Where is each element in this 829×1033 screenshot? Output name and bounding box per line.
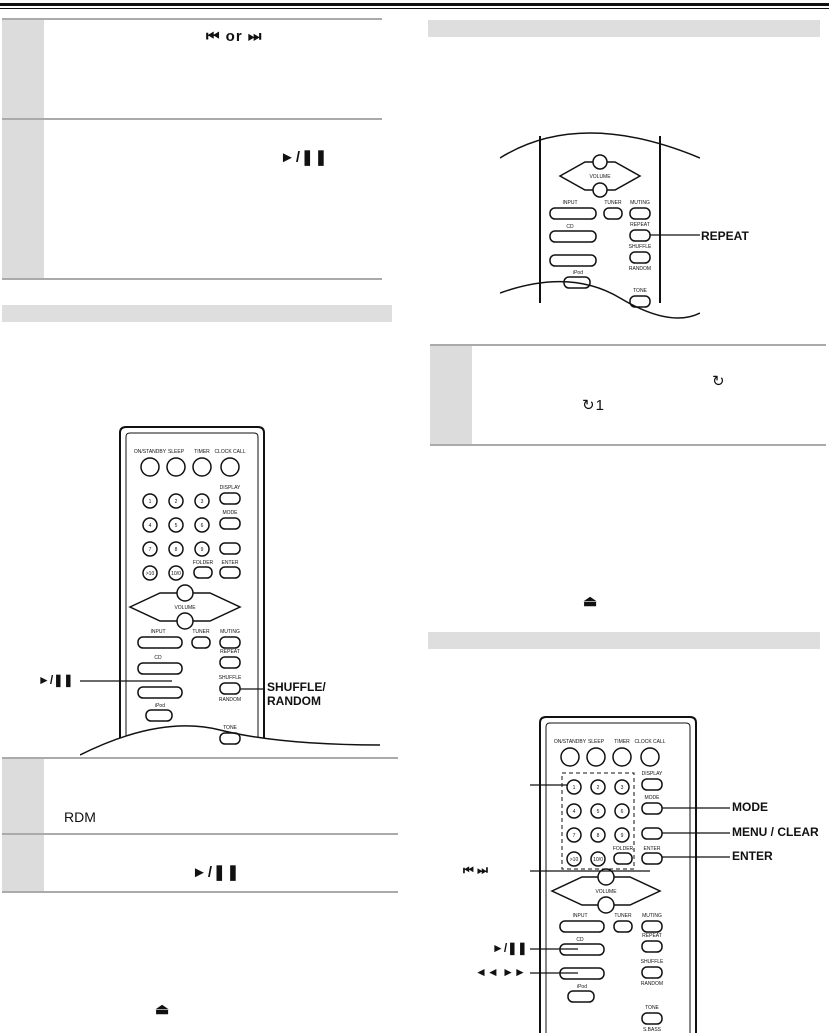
btn-label: 9 bbox=[200, 547, 204, 553]
play-pause-callout: ►/❚❚ bbox=[38, 673, 74, 687]
btn-label: DISPLAY bbox=[641, 771, 663, 777]
btn-label: SHUFFLE bbox=[628, 244, 652, 250]
btn-label: TONE bbox=[633, 288, 647, 294]
step-box-1 bbox=[2, 18, 382, 120]
btn-label: RANDOM bbox=[628, 266, 652, 272]
btn-label: 3 bbox=[200, 499, 204, 505]
section-bar-program bbox=[428, 632, 820, 649]
menu-clear-callout: MENU / CLEAR bbox=[732, 825, 819, 839]
btn-label: VOLUME bbox=[174, 605, 196, 611]
btn-label: RANDOM bbox=[640, 981, 664, 987]
remote-illustration-shuffle bbox=[80, 425, 380, 760]
remote-illustration-repeat bbox=[500, 118, 700, 323]
btn-label: ON/STANDBY bbox=[133, 449, 167, 455]
repeat-all-glyph: ↻ bbox=[712, 373, 726, 390]
step-box-4 bbox=[2, 833, 398, 893]
eject-glyph: ⏏ bbox=[583, 593, 599, 610]
btn-label: CLOCK CALL bbox=[634, 739, 666, 745]
section-bar-random bbox=[2, 305, 392, 322]
btn-label: iPod bbox=[576, 984, 588, 990]
btn-label: S.BASS bbox=[642, 1027, 662, 1033]
btn-label: 8 bbox=[596, 833, 600, 839]
play-pause-glyph: ►/❚❚ bbox=[192, 864, 241, 881]
btn-label: CLOCK CALL bbox=[214, 449, 246, 455]
btn-label: 8 bbox=[174, 547, 178, 553]
rdm-indicator: RDM bbox=[64, 809, 96, 825]
btn-label: SHUFFLE bbox=[218, 675, 242, 681]
btn-label: ENTER bbox=[643, 846, 661, 852]
btn-label: REPEAT bbox=[220, 649, 240, 655]
btn-label: TUNER bbox=[604, 200, 622, 206]
btn-label: MUTING bbox=[642, 913, 662, 919]
repeat-one-glyph: ↻1 bbox=[582, 397, 605, 414]
btn-label: 1 bbox=[148, 499, 152, 505]
btn-label: SLEEP bbox=[167, 449, 185, 455]
step-number-cell bbox=[430, 346, 472, 444]
btn-label: MUTING bbox=[630, 200, 650, 206]
btn-label: 4 bbox=[148, 523, 152, 529]
btn-label: SHUFFLE bbox=[640, 959, 664, 965]
btn-label: 10/0 bbox=[171, 571, 181, 577]
btn-label: 3 bbox=[620, 785, 624, 791]
btn-label: 5 bbox=[174, 523, 178, 529]
btn-label: 4 bbox=[572, 809, 576, 815]
btn-label: 6 bbox=[620, 809, 624, 815]
btn-label: TIMER bbox=[194, 449, 210, 455]
step-number-cell bbox=[2, 759, 44, 833]
btn-label: INPUT bbox=[150, 629, 166, 635]
mode-callout: MODE bbox=[732, 800, 768, 814]
step-box-2 bbox=[2, 118, 382, 280]
btn-label: MODE bbox=[222, 510, 238, 516]
btn-label: 5 bbox=[596, 809, 600, 815]
btn-label: iPod bbox=[154, 703, 166, 709]
step-box-3 bbox=[2, 757, 398, 835]
btn-label: SLEEP bbox=[587, 739, 605, 745]
btn-label: TUNER bbox=[614, 913, 632, 919]
btn-label: FOLDER bbox=[192, 560, 214, 566]
btn-label: 9 bbox=[620, 833, 624, 839]
btn-label: CD bbox=[566, 224, 574, 230]
btn-label: ENTER bbox=[221, 560, 239, 566]
btn-label: VOLUME bbox=[589, 174, 611, 180]
btn-label: INPUT bbox=[562, 200, 578, 206]
btn-label: TUNER bbox=[192, 629, 210, 635]
btn-label: iPod bbox=[572, 270, 584, 276]
enter-callout: ENTER bbox=[732, 849, 773, 863]
btn-label: 2 bbox=[596, 785, 600, 791]
btn-label: 2 bbox=[174, 499, 178, 505]
btn-label: RANDOM bbox=[218, 697, 242, 703]
btn-label: REPEAT bbox=[642, 933, 662, 939]
btn-label: INPUT bbox=[572, 913, 588, 919]
btn-label: FOLDER bbox=[612, 846, 634, 852]
step-number-cell bbox=[2, 20, 44, 118]
btn-label: 1 bbox=[572, 785, 576, 791]
btn-label: DISPLAY bbox=[219, 485, 241, 491]
play-pause-glyph: ►/❚❚ bbox=[280, 149, 329, 166]
btn-label: MUTING bbox=[220, 629, 240, 635]
btn-label: ON/STANDBY bbox=[553, 739, 587, 745]
btn-label: MODE bbox=[644, 795, 660, 801]
section-bar-repeat bbox=[428, 20, 820, 37]
btn-label: REPEAT bbox=[630, 222, 650, 228]
btn-label: >10 bbox=[145, 571, 155, 577]
btn-label: CD bbox=[154, 655, 162, 661]
btn-label: >10 bbox=[569, 857, 579, 863]
repeat-callout: REPEAT bbox=[701, 229, 749, 243]
step-box-5 bbox=[430, 344, 826, 446]
remote-illustration-program bbox=[530, 715, 730, 1033]
btn-label: 7 bbox=[148, 547, 152, 553]
btn-label: 10/0 bbox=[593, 857, 603, 863]
shuffle-random-callout: SHUFFLE/ RANDOM bbox=[267, 680, 326, 708]
prev-next-glyph: ⏮ or ⏭ bbox=[206, 28, 263, 45]
step-number-cell bbox=[2, 120, 44, 278]
rewind-ff-callout: ◄◄ ►► bbox=[475, 965, 526, 979]
step-number-cell bbox=[2, 835, 44, 891]
btn-label: TONE bbox=[645, 1005, 659, 1011]
prev-next-callout: ⏮ ⏭ bbox=[463, 863, 488, 877]
btn-label: 7 bbox=[572, 833, 576, 839]
btn-label: TONE bbox=[223, 725, 237, 731]
btn-label: 6 bbox=[200, 523, 204, 529]
eject-glyph: ⏏ bbox=[155, 1001, 171, 1018]
btn-label: VOLUME bbox=[595, 889, 617, 895]
header-rule bbox=[0, 0, 829, 9]
btn-label: CD bbox=[576, 937, 584, 943]
btn-label: TIMER bbox=[614, 739, 630, 745]
play-pause-callout: ►/❚❚ bbox=[492, 941, 528, 955]
